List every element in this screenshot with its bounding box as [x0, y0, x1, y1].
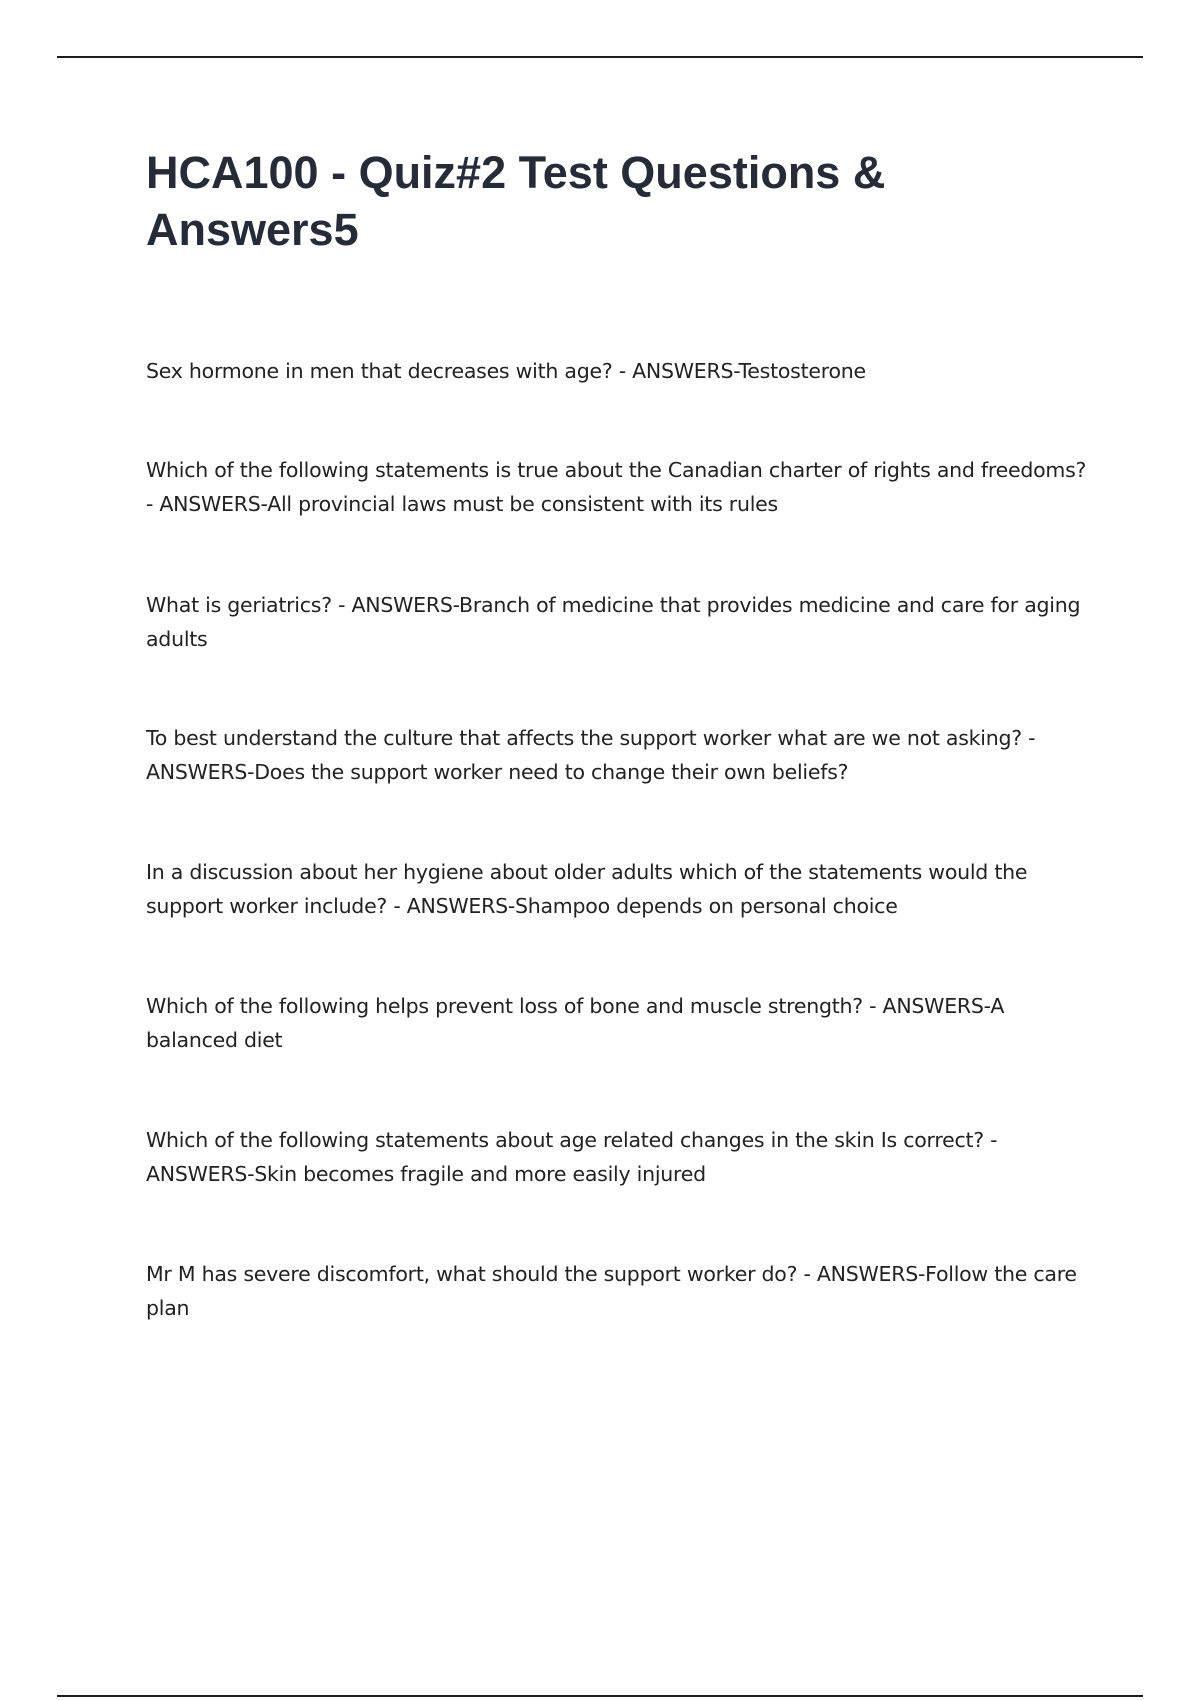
page-title: HCA100 - Quiz#2 Test Questions & Answers5: [146, 147, 886, 255]
qa-item-2: Which of the following statements is true about the Canadian charter of rights and freedoms? - ANSWERS-All provincial laws must be consistent with its rules: [146, 458, 1087, 516]
bottom-divider: [57, 1695, 1143, 1697]
qa-item-4: To best understand the culture that affects the support worker what are we not asking? - ANSWERS-Does the support worker need to change their own beliefs?: [146, 726, 1036, 784]
qa-item-8: Mr M has severe discomfort, what should the support worker do? - ANSWERS-Follow the care plan: [146, 1262, 1077, 1320]
qa-item-5: In a discussion about her hygiene about older adults which of the statements would the support worker include? - ANSWERS-Shampoo depends on personal choice: [146, 860, 1028, 918]
qa-item-7: Which of the following statements about age related changes in the skin Is correct? - ANSWERS-Skin becomes fragile and more easily injured: [146, 1128, 998, 1186]
qa-item-1: Sex hormone in men that decreases with age? - ANSWERS-Testosterone: [146, 359, 866, 383]
top-divider: [57, 56, 1143, 58]
qa-item-3: What is geriatrics? - ANSWERS-Branch of medicine that provides medicine and care for aging adults: [146, 593, 1081, 651]
qa-item-6: Which of the following helps prevent loss of bone and muscle strength? - ANSWERS-A balanced diet: [146, 994, 1005, 1052]
